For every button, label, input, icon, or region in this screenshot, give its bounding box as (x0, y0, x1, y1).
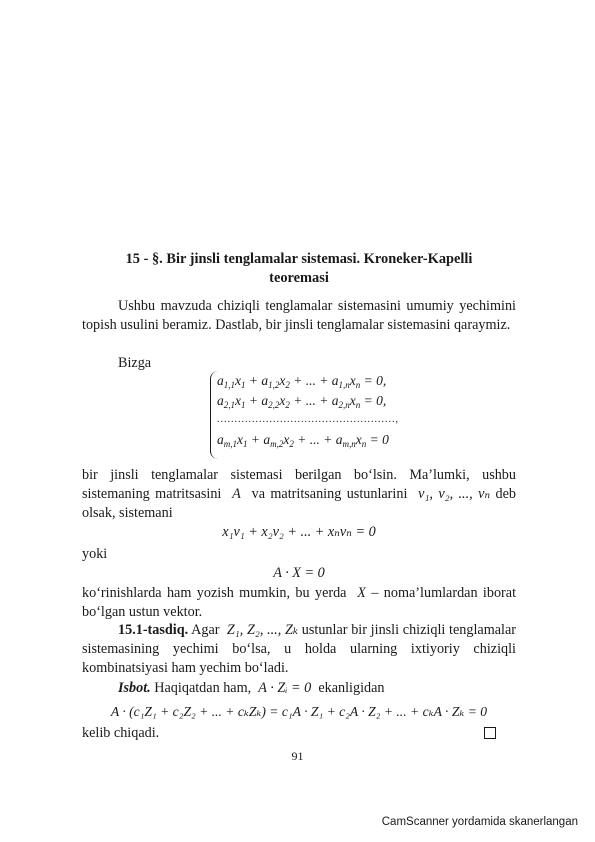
para2-part3: deb olsak, sistemani (82, 486, 517, 521)
kelib-text: kelib chiqadi. (82, 725, 160, 741)
bizga-text: Bizga (118, 355, 152, 371)
proof-label: Isbot. (118, 680, 151, 696)
claim-paragraph (82, 621, 516, 678)
proof-part2: ekanligidan (318, 680, 385, 696)
system-row-2: $a_{2,1}x_1 + a_{2,2}x_2$ + ... + $a_{2,n}x_n = 0$, (217, 392, 387, 410)
proof-paragraph (82, 679, 516, 698)
qed-square-icon (484, 727, 496, 739)
system-row-1: $a_{1,1}x_1 + a_{1,2}x_2$ + ... + $a_{1,n}x_n = 0$, (217, 373, 387, 390)
intro-paragraph: Ushbu mavzuda chiziqli tenglamalar sistemasini umumiy yechimini topish usulini beramiz. Dastlab, bir jinsli tenglamalar sistemasini qaraymiz. (82, 298, 516, 333)
para3-part2: – noma’lumlardan iborat bo‘lgan ustun vektor. (82, 585, 517, 620)
claim-label: 15.1-tasdiq. (118, 622, 189, 638)
section-title-line1: 15 - §. Bir jinsli tenglamalar sistemasi. Kroneker-Kapelli (125, 251, 473, 267)
para2-part1: bir jinsli tenglamalar sistemasi berilgan bo‘lsin. Ma’lumki, ushbu sistemaning matritsasini (82, 467, 516, 502)
proof-part1: Haqiqatdan ham, (154, 680, 252, 696)
section-title-line2: teoremasi (269, 270, 329, 286)
page-number: 91 (291, 749, 304, 763)
claim-part2: ustunlar bir jinsli chiziqli tenglamalar sistemasining yechimi bo‘lsa, u holda ularning ixtiyoriy chiziqli kombinatsiyasi ham yechim bo‘ladi. (82, 622, 517, 676)
proof-equation: A · (c₁Z₁ + c₂Z₂ + ... + cₖZₖ) = c₁A · Z₁ + c₂A · Z₂ + ... + cₖA · Zₖ = 0 (110, 704, 488, 719)
vector-equation: x₁v₁ + x₂v₂ + ... + xₙvₙ = 0 (222, 524, 376, 540)
column-vectors: v₁, v₂, ..., vₙ (418, 486, 491, 502)
scanner-footer: CamScanner yordamida skanerlangan (381, 816, 578, 828)
paragraph-2 (82, 466, 516, 523)
para3-part1: ko‘rinishlarda ham yozish mumkin, bu yerda (82, 585, 347, 601)
equation-system (210, 371, 407, 459)
matrix-equation: A · X = 0 (273, 565, 325, 581)
para2-part2: va matritsaning ustunlarini (251, 486, 408, 502)
section-title (82, 250, 516, 288)
proof-equation-inline: A · Zᵢ = 0 (258, 680, 312, 696)
system-row-dots: ..................................................., (217, 414, 399, 425)
system-row-m: $a_{m,1}x_1 + a_{m,2}x_2$ + ... + $a_{m,n}x_n = 0$ (217, 431, 389, 449)
vector-symbol-x: X (357, 585, 366, 601)
claim-part1: Agar (191, 622, 220, 638)
yoki-text: yoki (82, 546, 108, 562)
paragraph-3 (82, 584, 516, 622)
matrix-symbol-a: A (232, 486, 241, 502)
claim-columns: Z₁, Z₂, ..., Zₖ (226, 622, 299, 638)
